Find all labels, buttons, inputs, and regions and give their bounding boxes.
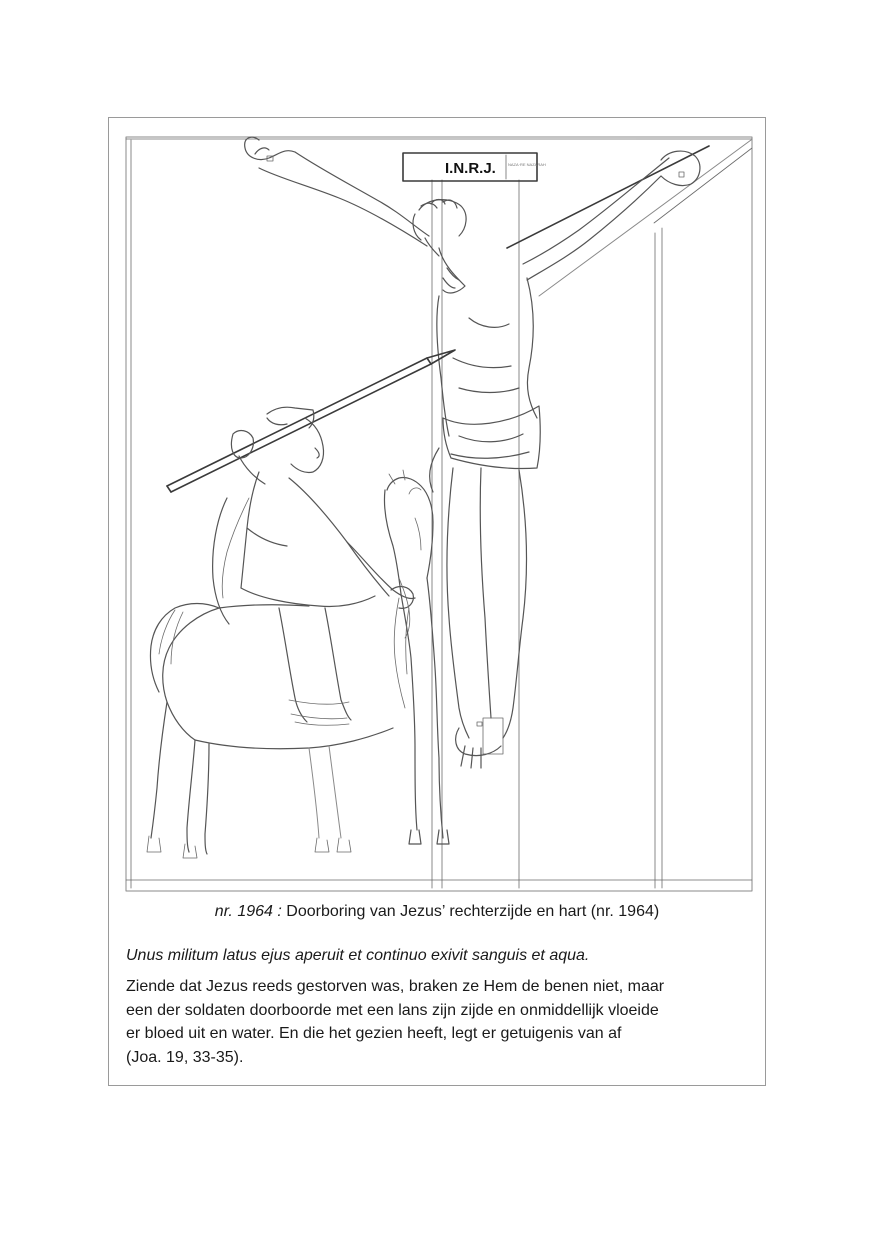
christ-figure (245, 137, 700, 768)
horse-figure (147, 470, 449, 858)
body-line-1: Ziende dat Jezus reeds gestorven was, braken ze Hem de benen niet, maar (126, 978, 665, 995)
crucifixion-drawing (109, 118, 765, 898)
body-line-2: een der soldaten doorboorde met een lans zijn zijde en onmiddellijk vloeide (126, 1001, 659, 1019)
body-line-3: er bloed uit en water. En die het gezien heeft, legt er getuigenis van af (126, 1025, 622, 1042)
figure-caption (109, 902, 765, 922)
bridle-cloth (394, 598, 409, 708)
page-frame (108, 117, 766, 1086)
body-line-4: (Joa. 19, 33-35). (126, 1048, 244, 1066)
cross-beam-lower (539, 140, 751, 296)
inri-sign-small-text: NAZA·RE NAZARAH (508, 162, 546, 167)
latin-quote: Unus militum latus ejus aperuit et continuo exivit sanguis et aqua. (126, 947, 590, 964)
soldier-figure (213, 407, 415, 725)
inri-sign-text: I.N.R.J. (445, 160, 496, 177)
caption-number: nr. 1964 : (214, 903, 282, 920)
body-paragraph (126, 975, 756, 1069)
cross-beam-edge (654, 148, 752, 223)
caption-title: Doorboring van Jezus’ rechterzijde en hart (nr. 1964) (286, 903, 660, 920)
lance (167, 350, 455, 492)
inri-sign (403, 153, 546, 181)
